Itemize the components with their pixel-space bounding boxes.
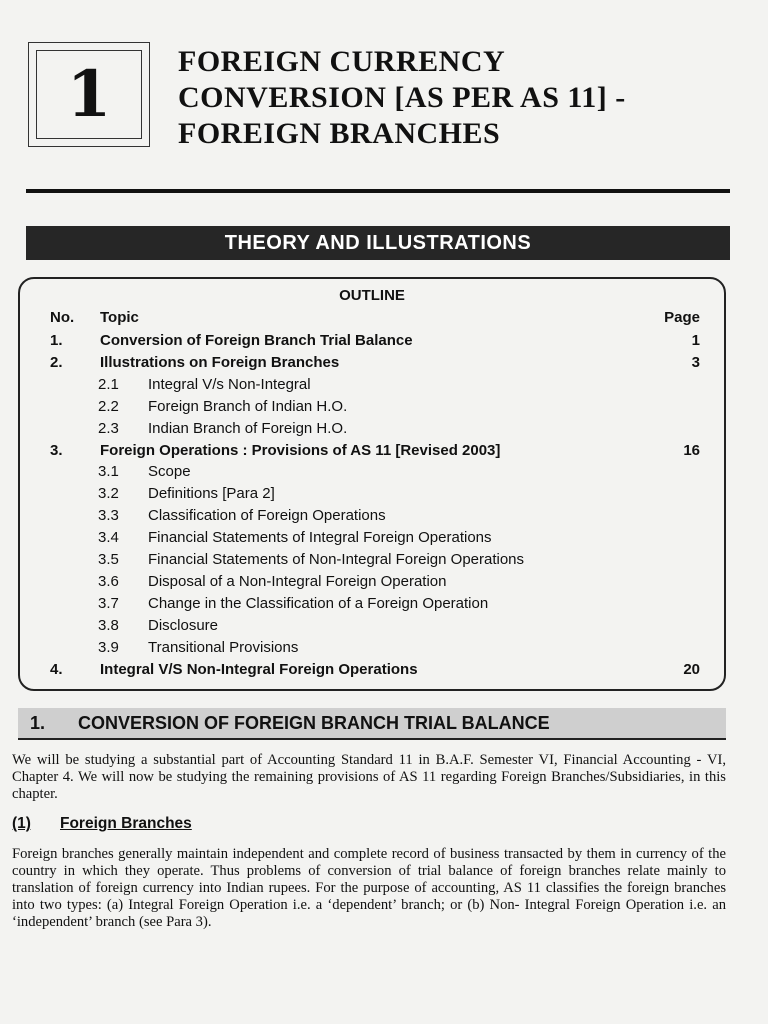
- outline-row: [20, 529, 724, 551]
- chapter-number-inner-frame: [36, 50, 142, 139]
- outline-row-number: 2.2: [98, 397, 119, 415]
- section-number: 1.: [30, 713, 46, 733]
- section-heading-bar: [18, 708, 726, 740]
- outline-row-topic: Financial Statements of Non-Integral Foreign Operations: [148, 551, 525, 568]
- outline-row: [20, 595, 724, 617]
- chapter-number-box: [28, 42, 150, 147]
- outline-row: [20, 398, 724, 420]
- outline-row: [20, 573, 724, 595]
- outline-row: [20, 485, 724, 507]
- outline-row-number: 3.3: [98, 507, 119, 525]
- outline-row-topic: Indian Branch of Foreign H.O.: [148, 419, 348, 437]
- outline-row-number: 1.: [50, 332, 63, 349]
- outline-row-number: 3.8: [98, 616, 119, 634]
- outline-box: [18, 277, 726, 691]
- outline-heading: OUTLINE: [339, 287, 405, 304]
- outline-col-no: No.: [50, 309, 75, 326]
- body-paragraph: Foreign branches generally maintain independent and complete record of business transacted by them in currency of the country in which they operate. Thus problems of conversion of trial balance of foreign branches relate mainly to translation of foreign currency into Indian rupees. For the purpose of accounting, AS 11 classifies the foreign branches into two types: (a) Integral Foreign Operation i.e. a ‘dependent’ branch; or (b) Non- Integral Foreign Operation i.e. an ‘independent’ branch (see Para 3).: [12, 846, 726, 930]
- outline-row: [20, 376, 724, 398]
- chapter-title: [178, 44, 748, 152]
- outline-col-topic: Topic: [100, 309, 139, 326]
- outline-row-topic: Classification of Foreign Operations: [148, 507, 386, 525]
- outline-row: [20, 332, 724, 354]
- outline-row-number: 3.1: [98, 463, 119, 481]
- outline-row: [20, 617, 724, 639]
- intro-paragraph: We will be studying a substantial part of Accounting Standard 11 in B.A.F. Semester VI, Financial Accounting - VI, Chapter 4. We will now be studying the remaining provisions of AS 11 regarding Foreign Branches/Subsidiaries, in this chapter.: [12, 752, 726, 802]
- chapter-title-line: FOREIGN BRANCHES: [178, 117, 501, 150]
- outline-row-number: 3.4: [98, 529, 119, 547]
- outline-row-number: 3.: [50, 441, 63, 459]
- outline-row: [20, 661, 724, 683]
- outline-row-page: 3: [691, 353, 700, 371]
- subsection-number: (1): [12, 815, 31, 832]
- title-divider: [26, 189, 730, 193]
- outline-row-number: 2.3: [98, 419, 119, 437]
- chapter-title-line: CONVERSION [AS PER AS 11] -: [178, 81, 626, 114]
- outline-row: [20, 551, 724, 573]
- outline-row-page: 16: [683, 441, 700, 459]
- outline-row-number: 2.1: [98, 375, 119, 393]
- outline-row: [20, 639, 724, 661]
- subsection-title: Foreign Branches: [60, 815, 192, 832]
- outline-row-topic: Illustrations on Foreign Branches: [100, 353, 340, 371]
- outline-row-topic: Conversion of Foreign Branch Trial Balance: [100, 332, 413, 349]
- outline-row-number: 3.7: [98, 594, 119, 612]
- outline-row-number: 3.2: [98, 485, 119, 503]
- outline-row-number: 3.6: [98, 572, 119, 590]
- outline-row-topic: Financial Statements of Integral Foreign Operations: [148, 529, 492, 547]
- outline-row: [20, 354, 724, 376]
- outline-row-topic: Integral V/s Non-Integral: [148, 375, 311, 393]
- outline-row: [20, 442, 724, 464]
- section-title: CONVERSION OF FOREIGN BRANCH TRIAL BALANCE: [78, 713, 550, 733]
- outline-row-topic: Foreign Operations : Provisions of AS 11 [Revised 2003]: [100, 441, 501, 459]
- subsection-heading: [12, 815, 192, 833]
- outline-row-topic: Scope: [148, 463, 191, 481]
- outline-row-topic: Foreign Branch of Indian H.O.: [148, 397, 348, 415]
- outline-row-page: 1: [691, 332, 700, 349]
- outline-row-topic: Transitional Provisions: [148, 638, 299, 656]
- outline-row-topic: Definitions [Para 2]: [148, 485, 275, 503]
- outline-row-page: 20: [683, 660, 700, 678]
- outline-row-number: 4.: [50, 660, 63, 678]
- outline-row: [20, 463, 724, 485]
- outline-row: [20, 507, 724, 529]
- outline-header-row: [20, 309, 724, 331]
- outline-col-page: Page: [664, 309, 700, 326]
- chapter-title-line: FOREIGN CURRENCY: [178, 45, 506, 78]
- outline-row-topic: Disposal of a Non-Integral Foreign Operation: [148, 572, 447, 590]
- theory-banner: THEORY AND ILLUSTRATIONS: [26, 226, 730, 260]
- outline-row-topic: Change in the Classification of a Foreign Operation: [148, 594, 489, 612]
- outline-row: [20, 420, 724, 442]
- outline-row-number: 3.5: [98, 551, 119, 568]
- outline-row-topic: Integral V/S Non-Integral Foreign Operations: [100, 660, 418, 678]
- outline-row-number: 3.9: [98, 638, 119, 656]
- outline-row-topic: Disclosure: [148, 616, 219, 634]
- outline-row-number: 2.: [50, 353, 63, 371]
- chapter-number: 1: [66, 56, 112, 132]
